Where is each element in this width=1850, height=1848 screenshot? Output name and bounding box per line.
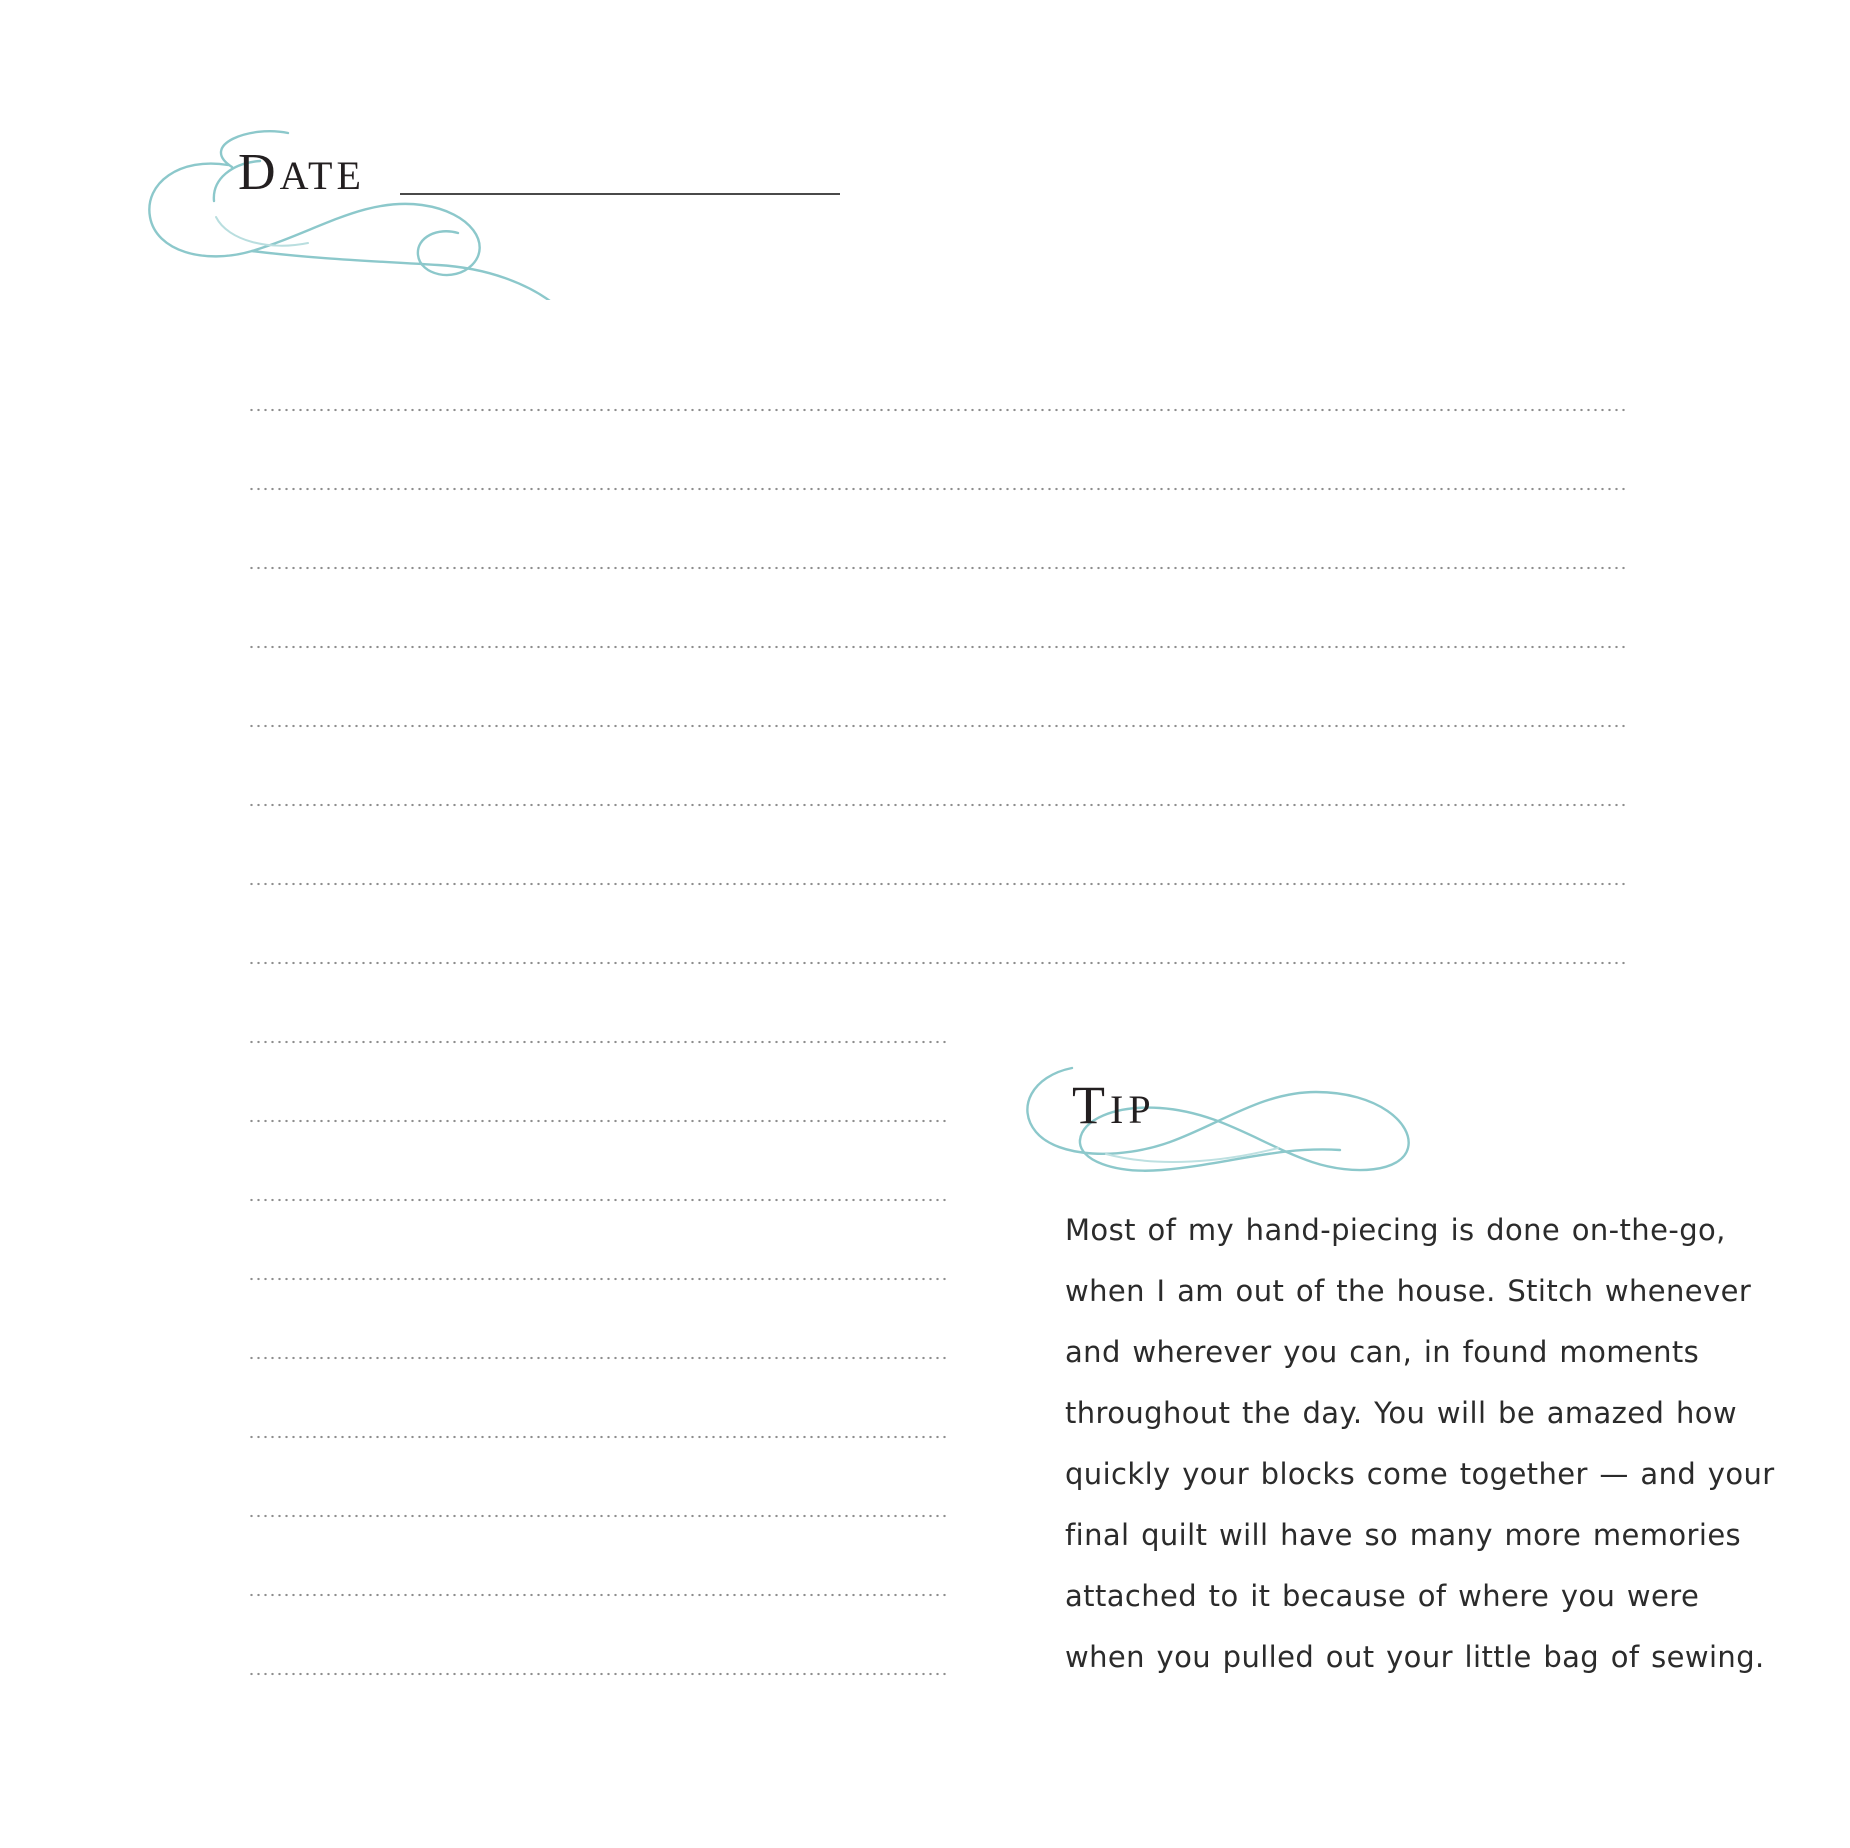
writing-line[interactable]: [248, 803, 1628, 807]
tip-label-cap: T: [1072, 1075, 1110, 1135]
writing-line[interactable]: [248, 566, 1628, 570]
writing-line[interactable]: [248, 1593, 948, 1597]
writing-line[interactable]: [248, 1356, 948, 1360]
tip-label: [1072, 1074, 1156, 1136]
writing-line[interactable]: [248, 1040, 948, 1044]
writing-line[interactable]: [248, 1198, 948, 1202]
date-label-cap: D: [238, 144, 280, 201]
writing-line[interactable]: [248, 961, 1628, 965]
writing-line[interactable]: [248, 1277, 948, 1281]
writing-line[interactable]: [248, 408, 1628, 412]
tip-label-rest: IP: [1110, 1087, 1156, 1132]
tip-body-text: Most of my hand-piecing is done on-the-go, when I am out of the house. Stitch whenever and wherever you can, in found moments throughout the day. You will be amazed how quickly your blocks come together — and your final quilt will have so many more memories attached to it because of where you were when you pulled out your little bag of sewing.: [1065, 1213, 1775, 1674]
date-label-rest: ATE: [279, 153, 365, 198]
writing-line[interactable]: [248, 1119, 948, 1123]
writing-line[interactable]: [248, 487, 1628, 491]
writing-line[interactable]: [248, 1514, 948, 1518]
writing-line[interactable]: [248, 645, 1628, 649]
writing-line[interactable]: [248, 1435, 948, 1439]
writing-line[interactable]: [248, 1672, 948, 1676]
writing-line[interactable]: [248, 882, 1628, 886]
writing-line[interactable]: [248, 724, 1628, 728]
